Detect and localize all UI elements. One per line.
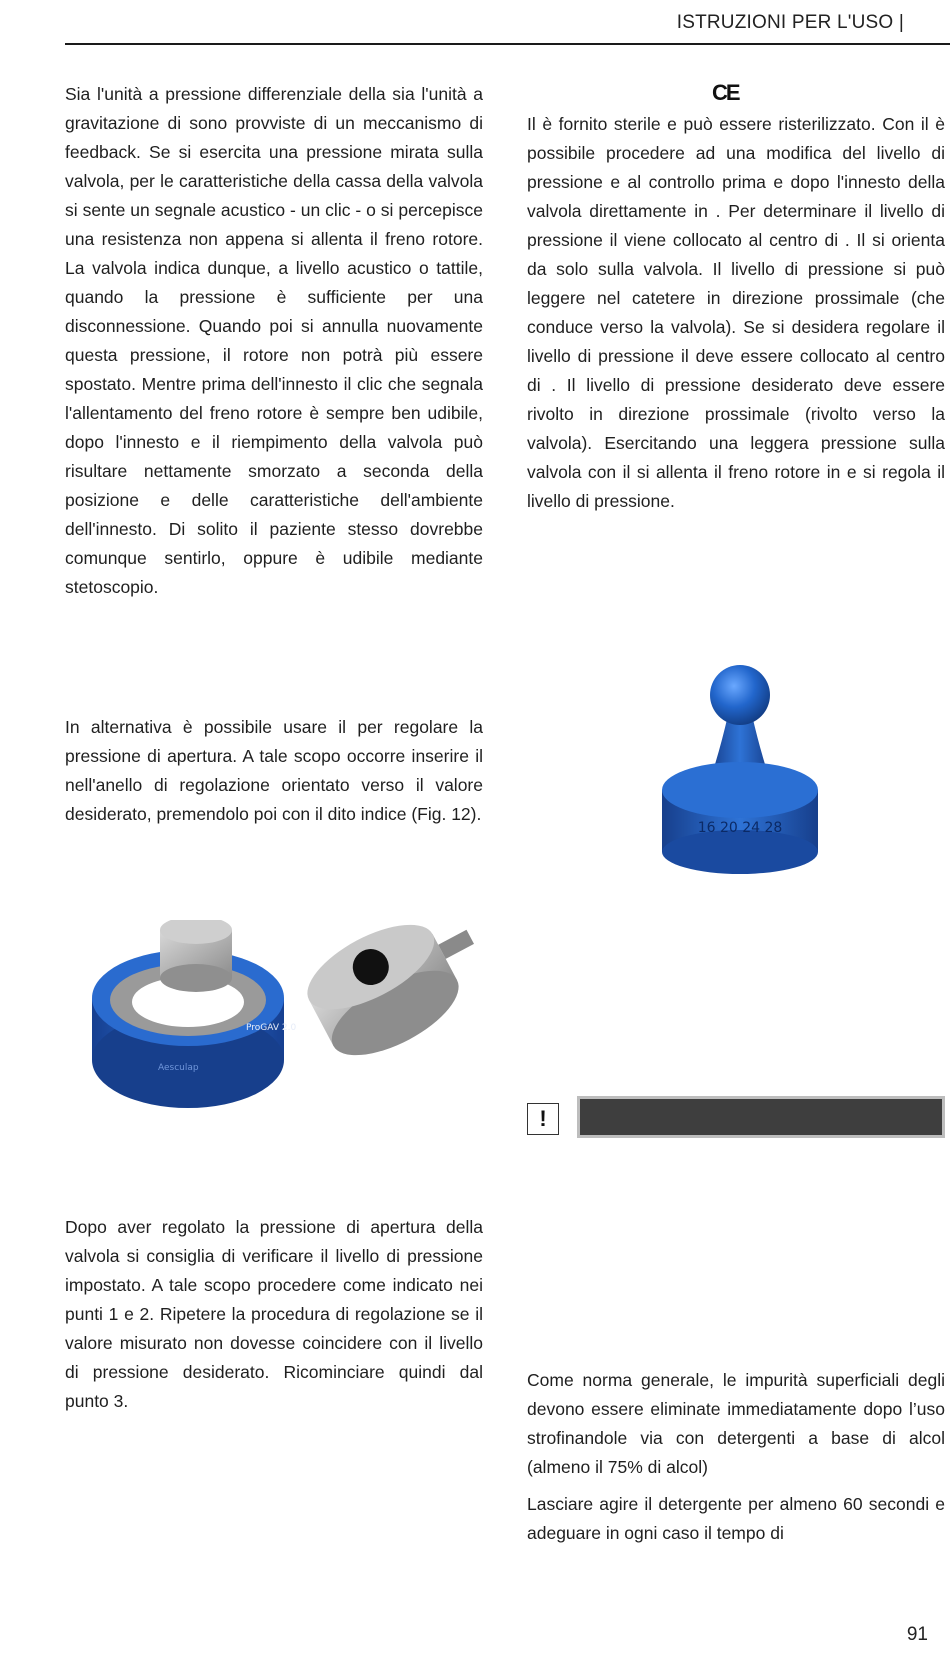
right-paragraph-cleaning [527,1366,945,1548]
page-header [0,10,950,46]
left-paragraph-adjustment [65,713,483,829]
page-number: 91 [906,1624,928,1645]
adjustment-tool-figure [650,660,830,880]
warning-bar [577,1096,945,1138]
left-paragraph-2-text: In alternativa è possibile usare il per regolare la pressione di apertura. A tale scopo occorre inserire il nell'anello di regolazione orientato verso il valore desiderato, premendolo poi con il dito indice (Fig. 12). [65,717,483,824]
right-paragraph-1-text: Il è fornito sterile e può essere risterilizzato. Con il è possibile procedere ad una modifica del livello di pressione e al controllo prima e dopo l'innesto della valvola direttamente in . Per determinare il livello di pressione il viene collocato al centro di . Il si orienta da solo sulla valvola. Il livello di pressione si può leggere nel catetere in direzione prossimale (che conduce verso la valvola). Se si desidera regolare il livello di pressione il deve essere collocato al centro di . Il livello di pressione desiderato deve essere rivolto in direzione prossimale (rivolto verso la valvola). Esercitando una leggera pressione sulla valvola con il si allenta il freno rotore in e si regola il livello di pressione. [527,114,945,511]
left-paragraph-feedback [65,80,483,602]
ce-mark-icon: CE [712,80,739,105]
kit-brand-label: ProGAV 2.0 [246,1023,297,1033]
header-rule [65,43,950,45]
warning-icon: ! [527,1103,559,1135]
header-title: ISTRUZIONI PER L'USO | [676,12,904,33]
right-paragraph-2b-text: Lasciare agire il detergente per almeno 60 secondi e adeguare in ogni caso il tempo di [527,1494,945,1543]
left-paragraph-verification [65,1213,483,1416]
left-paragraph-1-text: Sia l'unità a pressione differenziale della sia l'unità a gravitazione di sono provviste di un meccanismo di feedback. Se si esercita una pressione mirata sulla valvola, per le caratteristiche della cassa della valvola si sente un segnale acustico - un clic - o si percepisce una resistenza non appena si allenta il freno rotore. La valvola indica dunque, a livello acustico o tattile, quando la pressione è sufficiente per una disconnessione. Quando poi si annulla nuovamente questa pressione, il rotore non potrà più essere spostato. Mentre prima dell'innesto il clic che segnala l'allentamento del freno rotore è sempre ben udibile, dopo l'innesto e il riempimento della valvola può risultare nettamente smorzato a seconda della posizione e delle caratteristiche dell'ambiente dell'innesto. Di solito il paziente stesso dovrebbe comunque sentirlo, oppure è udibile mediante stetoscopio. [65,84,483,597]
left-paragraph-3-text: Dopo aver regolato la pressione di apertura della valvola si consiglia di verificare il livello di pressione impostato. A tale scopo procedere come indicato nei punti 1 e 2. Ripetere la procedura di regolazione se il valore misurato non dovesse coincidere con il livello di pressione desiderato. Ricominciare quindi dal punto 3. [65,1217,483,1411]
setting-kit-figure [88,920,480,1120]
kit-company-label: Aesculap [158,1063,199,1073]
right-paragraph-tool [527,110,945,516]
tool-scale-label: 16 20 24 28 [697,820,783,836]
right-paragraph-2a-text: Come norma generale, le impurità superficiali degli devono essere eliminate immediatamente dopo l’uso strofinandole via con detergenti a base di alcol (almeno il 75% di alcol) [527,1370,945,1477]
